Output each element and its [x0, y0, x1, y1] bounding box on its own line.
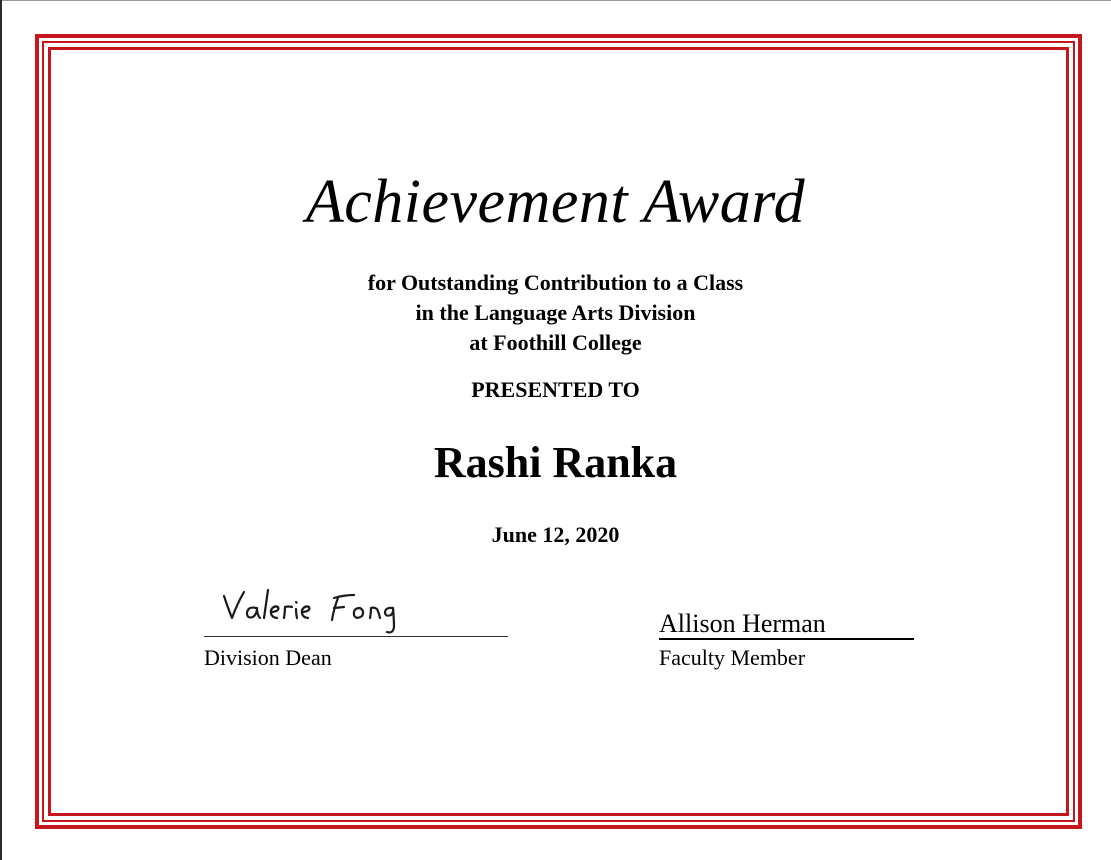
signer-role-division-dean: Division Dean [204, 645, 332, 670]
subtitle-line: for Outstanding Contribution to a Class [367, 270, 744, 295]
certificate-subtitle [0, 268, 1111, 358]
typed-signature: Allison Herman [659, 609, 826, 638]
signature-line [204, 636, 508, 637]
handwritten-signature [204, 578, 508, 636]
certificate-border-inner [48, 47, 1069, 816]
subtitle-line: in the Language Arts Division [415, 300, 696, 325]
recipient-name: Rashi Ranka [433, 438, 678, 487]
presented-to-label: PRESENTED TO [471, 377, 640, 402]
award-date: June 12, 2020 [491, 522, 620, 547]
page-edge-left [0, 0, 2, 860]
certificate-title: Achievement Award [305, 168, 806, 236]
page-edge-top [0, 0, 1111, 1]
signature-line [659, 638, 914, 640]
signer-role-faculty-member: Faculty Member [659, 645, 806, 670]
subtitle-line: at Foothill College [469, 330, 642, 355]
